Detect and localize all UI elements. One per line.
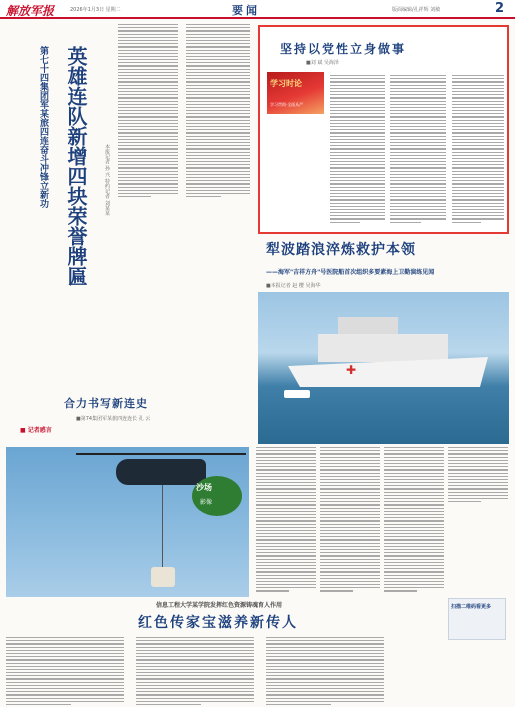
shadow-logo-title: 沙场 [196, 483, 212, 492]
page-number: 2 [495, 1, 505, 16]
lead-title: 英雄连队新增四块荣誉牌匾 [64, 46, 88, 286]
bottom-title: 红色传家宝滋养新传人 [138, 615, 298, 631]
commentary-box [258, 25, 509, 234]
comment-badge: ■ 记者感言 [20, 427, 52, 434]
column-logo-sub: 学习贯彻·全面从严 [270, 102, 304, 107]
qr-code-block [448, 598, 506, 640]
commentary-title: 坚持以党性立身做事 [280, 42, 407, 56]
helicopter-photo [6, 447, 249, 597]
qr-label: 扫描二维码看更多 [451, 604, 492, 610]
lead-story [6, 24, 253, 392]
helicopter-body [116, 459, 206, 485]
newspaper-logo: 解放军报 [6, 4, 55, 18]
small-boat [284, 390, 310, 398]
ship-story-author: ■本报记者 赵 樱 吴海华 [266, 283, 321, 289]
red-cross-icon: ✚ [346, 363, 357, 377]
sidebar-title: 合力书写新连史 [64, 397, 148, 410]
bottom-body-column [266, 637, 384, 707]
column-logo-title: 学习时论 [270, 79, 302, 88]
sidebar-story [6, 395, 253, 445]
bottom-kicker: 信息工程大学某学院发挥红色资源铸魂育人作用 [156, 602, 283, 609]
commentary-body-column [390, 75, 446, 225]
ship-deck [318, 334, 448, 362]
column-logo-image [267, 72, 324, 114]
lead-subtitle: 第七十四集团军某旅四连奋斗冲锋立新功 [38, 46, 48, 208]
ship-story-title: 犁波踏浪淬炼救护本领 [266, 242, 416, 258]
sling-cargo [151, 567, 175, 587]
sling-rope [162, 485, 163, 567]
editors-line: 版面编辑/孔祥辉 刘敏 [392, 7, 441, 13]
commentary-body-column [452, 75, 504, 225]
sidebar-byline: ■第74集团军某旅四连连长 孔 云 [76, 416, 151, 422]
bottom-story [6, 600, 509, 707]
commentary-body-column [330, 75, 385, 225]
ship-story-subtitle: ——海军"吉祥方舟"号医院船首次组织多要素海上卫勤演练见闻 [266, 269, 435, 276]
section-title: 要闻 [232, 4, 260, 17]
ship-story-body-column [256, 447, 316, 594]
lead-author: 本报记者 孙 兴 特约记者 刘某某 [104, 144, 110, 216]
helicopter-rotor [76, 453, 246, 455]
commentary-author: ■刘 斌 吴海泽 [306, 60, 339, 66]
right-body-column [448, 447, 508, 504]
hospital-ship-photo [258, 292, 509, 444]
ship-story-body-column [320, 447, 380, 594]
issue-date: 2026年1月3日 星期二 [70, 7, 121, 13]
bottom-body-column [136, 637, 254, 707]
page-header [0, 0, 515, 19]
bottom-body [6, 637, 509, 707]
ship-story-body-column [384, 447, 444, 594]
lead-body-column [186, 24, 250, 199]
bottom-body-column [6, 637, 124, 707]
lead-body-column [118, 24, 178, 199]
shadow-logo-sub: 影像 [200, 499, 213, 506]
